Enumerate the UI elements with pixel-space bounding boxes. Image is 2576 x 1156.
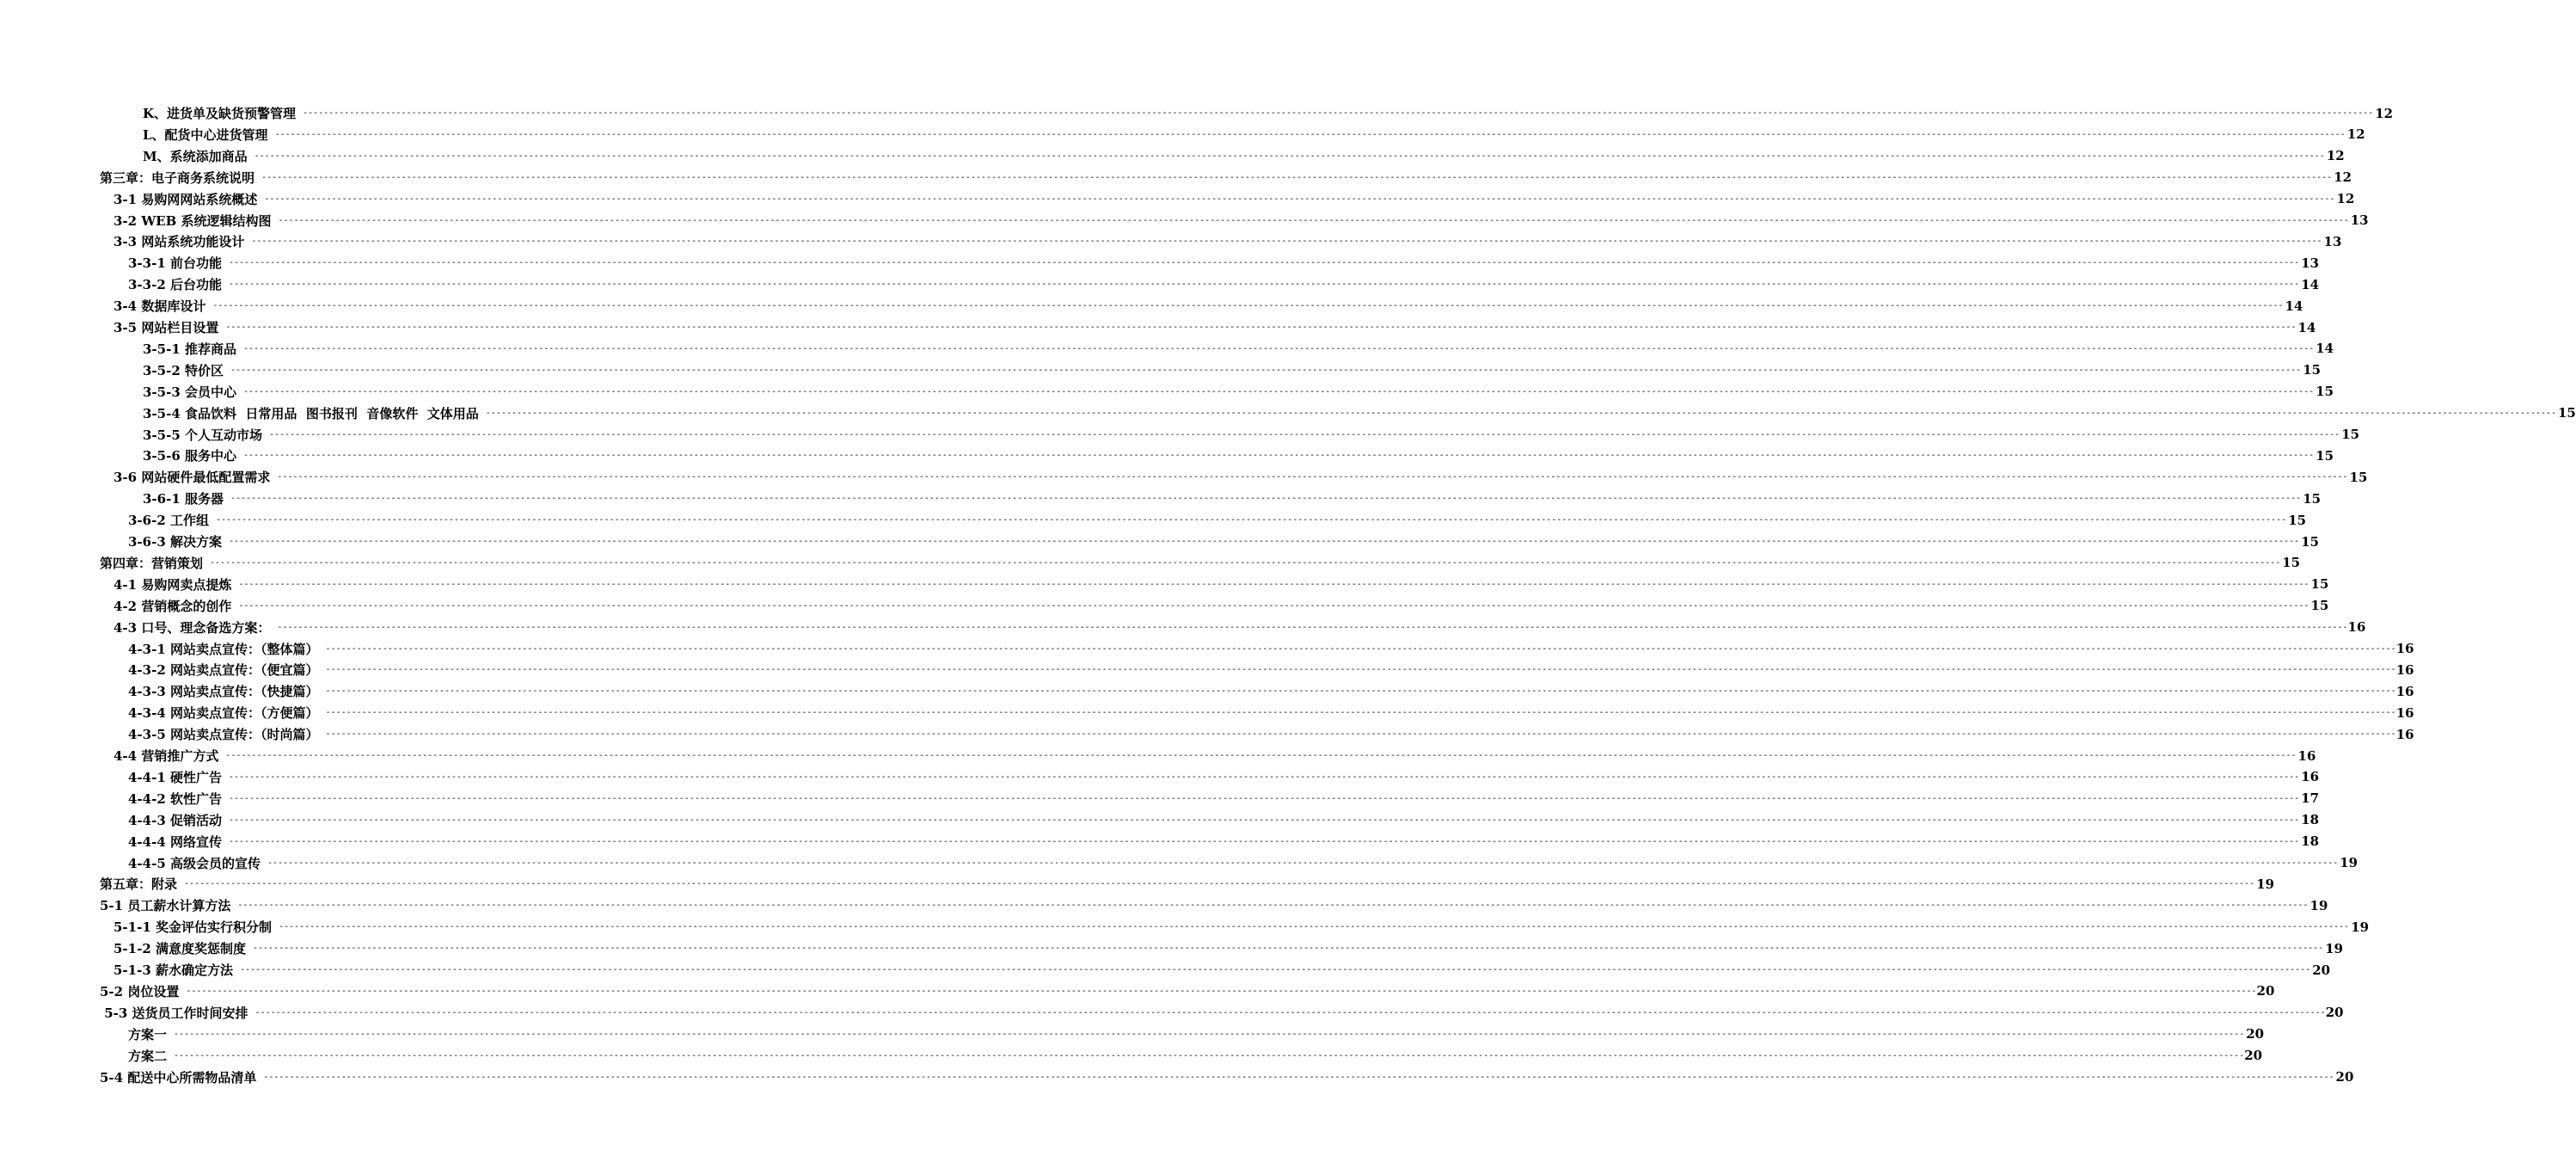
toc-entry-title: 第五章：附录 — [100, 876, 178, 893]
toc-entry[interactable] — [128, 788, 2320, 809]
toc-page-number: 12 — [2334, 169, 2352, 186]
toc-dot-leader: ---------------------------------------------------------------------------------------------------------------------------------------------------------------------------------------------------------------------------------------------------------------------------------------------------------------------------------------------------------------------------------------------------------------- — [253, 944, 2324, 954]
toc-entry[interactable] — [113, 916, 2370, 938]
toc-page-number: 16 — [2347, 619, 2366, 636]
toc-dot-leader: ---------------------------------------------------------------------------------------------------------------------------------------------------------------------------------------------------------------------------------------------------------------------------------------------------------------------------------------------------------------------------------------------------------------- — [229, 772, 2300, 782]
toc-dot-leader: ---------------------------------------------------------------------------------------------------------------------------------------------------------------------------------------------------------------------------------------------------------------------------------------------------------------------------------------------------------------------------------------------------------------- — [186, 986, 2257, 996]
toc-dot-leader: ---------------------------------------------------------------------------------------------------------------------------------------------------------------------------------------------------------------------------------------------------------------------------------------------------------------------------------------------------------------------------------------------------------------- — [229, 815, 2300, 825]
toc-page-number: 18 — [2301, 833, 2320, 850]
toc-entry[interactable] — [128, 252, 2320, 274]
toc-page-number: 14 — [2301, 276, 2320, 292]
toc-entry-title: 4-3-2 网站卖点宣传：（便宜篇） — [128, 662, 319, 679]
toc-page-number: 20 — [2246, 1026, 2265, 1042]
toc-page-number: 15 — [2315, 384, 2334, 400]
toc-dot-leader: ---------------------------------------------------------------------------------------------------------------------------------------------------------------------------------------------------------------------------------------------------------------------------------------------------------------------------------------------------------------------------------------------------------------- — [277, 472, 2348, 483]
toc-page-number: 16 — [2395, 704, 2414, 721]
toc-entry-title: L、配货中心进货管理 — [143, 126, 268, 143]
toc-dot-leader: ---------------------------------------------------------------------------------------------------------------------------------------------------------------------------------------------------------------------------------------------------------------------------------------------------------------------------------------------------------------------------------------------------------------- — [229, 280, 2300, 290]
toc-dot-leader: ---------------------------------------------------------------------------------------------------------------------------------------------------------------------------------------------------------------------------------------------------------------------------------------------------------------------------------------------------------------------------------------------------------------- — [230, 494, 2302, 504]
toc-page-number: 16 — [2297, 747, 2316, 764]
toc-page-number: 16 — [2395, 726, 2414, 742]
toc-entry[interactable] — [143, 381, 2334, 403]
toc-page-number: 20 — [2312, 962, 2331, 978]
toc-dot-leader: ---------------------------------------------------------------------------------------------------------------------------------------------------------------------------------------------------------------------------------------------------------------------------------------------------------------------------------------------------------------------------------------------------------------- — [325, 665, 2396, 675]
toc-entry-title: 4-4-5 高级会员的宣传 — [128, 855, 261, 871]
toc-entry[interactable] — [143, 488, 2321, 509]
toc-entry[interactable] — [143, 424, 2360, 446]
toc-entry[interactable] — [128, 831, 2320, 852]
toc-dot-leader: ---------------------------------------------------------------------------------------------------------------------------------------------------------------------------------------------------------------------------------------------------------------------------------------------------------------------------------------------------------------------------------------------------------------- — [277, 622, 2348, 632]
toc-entry-title: 5-3 送货员工作时间安排 — [100, 1005, 248, 1021]
toc-entry[interactable] — [128, 809, 2320, 831]
toc-entry-title: 5-1 员工薪水计算方法 — [100, 898, 231, 914]
toc-dot-leader: ---------------------------------------------------------------------------------------------------------------------------------------------------------------------------------------------------------------------------------------------------------------------------------------------------------------------------------------------------------------------------------------------------------------- — [303, 108, 2374, 118]
toc-dot-leader: ---------------------------------------------------------------------------------------------------------------------------------------------------------------------------------------------------------------------------------------------------------------------------------------------------------------------------------------------------------------------------------------------------------------- — [243, 343, 2315, 354]
toc-entry[interactable] — [100, 1067, 2354, 1088]
toc-entry[interactable] — [128, 638, 2414, 660]
toc-entry[interactable] — [100, 873, 2275, 895]
toc-dot-leader: ---------------------------------------------------------------------------------------------------------------------------------------------------------------------------------------------------------------------------------------------------------------------------------------------------------------------------------------------------------------------------------------------------------------- — [279, 922, 2350, 932]
toc-entry-title: 3-2 WEB 系统逻辑结构图 — [113, 212, 272, 229]
toc-page-number: 15 — [2282, 555, 2301, 571]
toc-page-number: 19 — [2256, 876, 2275, 892]
toc-page-number: 20 — [2335, 1069, 2354, 1085]
toc-dot-leader: ---------------------------------------------------------------------------------------------------------------------------------------------------------------------------------------------------------------------------------------------------------------------------------------------------------------------------------------------------------------------------------------------------------------- — [267, 858, 2339, 868]
toc-entry[interactable] — [113, 595, 2329, 617]
toc-entry-title: 方案二 — [128, 1048, 168, 1064]
toc-entry-title: 5-2 岗位设置 — [100, 983, 180, 999]
toc-entry[interactable] — [128, 702, 2414, 723]
toc-entry[interactable] — [143, 445, 2334, 466]
toc-dot-leader: ---------------------------------------------------------------------------------------------------------------------------------------------------------------------------------------------------------------------------------------------------------------------------------------------------------------------------------------------------------------------------------------------------------------- — [254, 151, 2325, 161]
toc-page-number: 19 — [2309, 897, 2328, 913]
toc-entry[interactable] — [113, 231, 2342, 252]
toc-dot-leader: ---------------------------------------------------------------------------------------------------------------------------------------------------------------------------------------------------------------------------------------------------------------------------------------------------------------------------------------------------------------------------------------------------------------- — [174, 1050, 2245, 1061]
toc-entry[interactable] — [128, 659, 2414, 680]
toc-dot-leader: ---------------------------------------------------------------------------------------------------------------------------------------------------------------------------------------------------------------------------------------------------------------------------------------------------------------------------------------------------------------------------------------------------------------- — [237, 901, 2309, 911]
toc-page-number: 13 — [2350, 212, 2369, 228]
toc-entry[interactable] — [128, 723, 2414, 745]
toc-entry-title: 4-3-4 网站卖点宣传：（方便篇） — [128, 705, 319, 722]
toc-entry[interactable] — [128, 274, 2320, 295]
toc-dot-leader: ---------------------------------------------------------------------------------------------------------------------------------------------------------------------------------------------------------------------------------------------------------------------------------------------------------------------------------------------------------------------------------------------------------------- — [255, 1007, 2326, 1018]
toc-entry-title: 3-5-4 食品饮料 日常用品 图书报刊 音像软件 文体用品 — [143, 405, 479, 421]
toc-entry[interactable] — [113, 466, 2368, 488]
toc-page-number: 19 — [2351, 919, 2370, 935]
toc-entry-title: 4-4 营销推广方式 — [113, 748, 219, 764]
toc-entry-title: 4-3 口号、理念备选方案： — [113, 619, 271, 636]
toc-page-number: 15 — [2557, 405, 2576, 421]
toc-entry[interactable] — [143, 338, 2334, 360]
toc-entry[interactable] — [143, 403, 2576, 424]
toc-entry-title: 第三章：电子商务系统说明 — [100, 169, 255, 186]
toc-dot-leader: ---------------------------------------------------------------------------------------------------------------------------------------------------------------------------------------------------------------------------------------------------------------------------------------------------------------------------------------------------------------------------------------------------------------- — [278, 215, 2349, 225]
toc-dot-leader: ---------------------------------------------------------------------------------------------------------------------------------------------------------------------------------------------------------------------------------------------------------------------------------------------------------------------------------------------------------------------------------------------------------------- — [243, 451, 2315, 461]
toc-page-number: 19 — [2325, 940, 2344, 956]
toc-entry[interactable] — [113, 188, 2355, 210]
toc-entry[interactable] — [113, 938, 2344, 959]
toc-entry[interactable] — [113, 295, 2303, 317]
toc-entry-title: 3-6-3 解决方案 — [128, 534, 222, 550]
toc-entry[interactable] — [113, 210, 2369, 231]
toc-dot-leader: ---------------------------------------------------------------------------------------------------------------------------------------------------------------------------------------------------------------------------------------------------------------------------------------------------------------------------------------------------------------------------------------------------------------- — [229, 258, 2300, 268]
toc-entry-title: 5-4 配送中心所需物品清单 — [100, 1069, 257, 1085]
toc-page-number: 18 — [2301, 812, 2320, 828]
toc-entry[interactable] — [143, 360, 2321, 381]
toc-entry-title: 方案一 — [128, 1026, 168, 1042]
toc-entry-title: 3-4 数据库设计 — [113, 298, 206, 315]
toc-entry-title: 4-3-5 网站卖点宣传：（时尚篇） — [128, 727, 319, 743]
toc-dot-leader: ---------------------------------------------------------------------------------------------------------------------------------------------------------------------------------------------------------------------------------------------------------------------------------------------------------------------------------------------------------------------------------------------------------------- — [174, 1029, 2245, 1039]
toc-entry-title: 3-3 网站系统功能设计 — [113, 234, 245, 250]
toc-page-number: 15 — [2288, 512, 2307, 528]
toc-entry[interactable] — [128, 531, 2320, 552]
toc-entry-title: 4-4-4 网络宣传 — [128, 833, 222, 850]
toc-dot-leader: ---------------------------------------------------------------------------------------------------------------------------------------------------------------------------------------------------------------------------------------------------------------------------------------------------------------------------------------------------------------------------------------------------------------- — [325, 729, 2396, 740]
toc-dot-leader: ---------------------------------------------------------------------------------------------------------------------------------------------------------------------------------------------------------------------------------------------------------------------------------------------------------------------------------------------------------------------------------------------------------------- — [243, 386, 2315, 397]
toc-entry-title: 4-4-1 硬性广告 — [128, 769, 222, 785]
toc-dot-leader: ---------------------------------------------------------------------------------------------------------------------------------------------------------------------------------------------------------------------------------------------------------------------------------------------------------------------------------------------------------------------------------------------------------------- — [216, 515, 2287, 526]
toc-page-number: 20 — [2256, 983, 2275, 999]
toc-entry[interactable] — [113, 617, 2366, 638]
toc-entry[interactable] — [100, 167, 2352, 188]
toc-page-number: 15 — [2315, 447, 2334, 464]
toc-entry-title: 4-2 营销概念的创作 — [113, 598, 232, 614]
toc-dot-leader: ---------------------------------------------------------------------------------------------------------------------------------------------------------------------------------------------------------------------------------------------------------------------------------------------------------------------------------------------------------------------------------------------------------------- — [229, 537, 2300, 546]
toc-dot-leader: ---------------------------------------------------------------------------------------------------------------------------------------------------------------------------------------------------------------------------------------------------------------------------------------------------------------------------------------------------------------------------------------------------------------- — [251, 237, 2322, 247]
toc-entry[interactable] — [128, 1024, 2265, 1045]
toc-entry-title: 4-1 易购网卖点提炼 — [113, 576, 232, 593]
toc-dot-leader: ---------------------------------------------------------------------------------------------------------------------------------------------------------------------------------------------------------------------------------------------------------------------------------------------------------------------------------------------------------------------------------------------------------------- — [264, 194, 2335, 204]
toc-entry-title: 5-1-1 奖金评估实行积分制 — [113, 919, 272, 936]
toc-entry[interactable] — [128, 1045, 2263, 1067]
toc-page-number: 15 — [2303, 490, 2321, 507]
toc-entry-title: K、进货单及缺货预警管理 — [143, 106, 297, 121]
toc-page-number: 15 — [2310, 598, 2329, 614]
toc-dot-leader: ---------------------------------------------------------------------------------------------------------------------------------------------------------------------------------------------------------------------------------------------------------------------------------------------------------------------------------------------------------------------------------------------------------------- — [184, 879, 2255, 889]
toc-entry-title: 3-5-2 特价区 — [143, 362, 224, 378]
toc-page-number: 13 — [2301, 255, 2320, 271]
toc-entry-title: 3-3-2 后台功能 — [128, 277, 222, 293]
toc-entry-title: 5-1-3 薪水确定方法 — [113, 962, 233, 978]
toc-entry-title: 3-6 网站硬件最低配置需求 — [113, 470, 271, 486]
toc-page-number: 15 — [2341, 427, 2360, 442]
toc-page-number: 14 — [2315, 341, 2334, 357]
toc-page-number: 16 — [2395, 683, 2414, 699]
toc-dot-leader: ---------------------------------------------------------------------------------------------------------------------------------------------------------------------------------------------------------------------------------------------------------------------------------------------------------------------------------------------------------------------------------------------------------------- — [225, 751, 2297, 760]
toc-entry[interactable] — [100, 552, 2301, 574]
toc-entry[interactable] — [100, 981, 2275, 1002]
toc-entry-title: 3-5-3 会员中心 — [143, 384, 236, 400]
toc-dot-leader: ---------------------------------------------------------------------------------------------------------------------------------------------------------------------------------------------------------------------------------------------------------------------------------------------------------------------------------------------------------------------------------------------------------------- — [485, 408, 2556, 418]
toc-entry-title: 3-6-1 服务器 — [143, 491, 224, 507]
toc-entry[interactable] — [113, 317, 2316, 338]
toc-entry[interactable] — [100, 895, 2328, 916]
toc-dot-leader: ---------------------------------------------------------------------------------------------------------------------------------------------------------------------------------------------------------------------------------------------------------------------------------------------------------------------------------------------------------------------------------------------------------------- — [225, 323, 2297, 332]
toc-page-number: 16 — [2301, 769, 2320, 785]
toc-entry-title: 3-5-5 个人互动市场 — [143, 427, 262, 443]
toc-entry[interactable] — [113, 959, 2331, 981]
toc-page-number: 15 — [2310, 576, 2329, 593]
toc-page-number: 20 — [2244, 1048, 2263, 1064]
toc-page-number: 15 — [2303, 362, 2321, 378]
toc-page-number: 19 — [2340, 855, 2358, 870]
toc-dot-leader: ---------------------------------------------------------------------------------------------------------------------------------------------------------------------------------------------------------------------------------------------------------------------------------------------------------------------------------------------------------------------------------------------------------------- — [238, 579, 2309, 589]
toc-entry-title: 4-4-2 软性广告 — [128, 790, 222, 807]
toc-entry[interactable] — [113, 574, 2329, 595]
toc-page-number: 14 — [2297, 319, 2316, 335]
toc-dot-leader: ---------------------------------------------------------------------------------------------------------------------------------------------------------------------------------------------------------------------------------------------------------------------------------------------------------------------------------------------------------------------------------------------------------------- — [325, 643, 2396, 654]
toc-dot-leader: ---------------------------------------------------------------------------------------------------------------------------------------------------------------------------------------------------------------------------------------------------------------------------------------------------------------------------------------------------------------------------------------------------------------- — [274, 129, 2346, 139]
toc-page-number: 15 — [2349, 469, 2368, 485]
toc-page-number: 12 — [2336, 191, 2355, 207]
toc-entry[interactable] — [100, 1002, 2344, 1024]
toc-entry-title: 3-5-1 推荐商品 — [143, 341, 236, 357]
toc-entry[interactable] — [113, 745, 2316, 766]
toc-dot-leader: ---------------------------------------------------------------------------------------------------------------------------------------------------------------------------------------------------------------------------------------------------------------------------------------------------------------------------------------------------------------------------------------------------------------- — [230, 365, 2302, 375]
toc-entry-title: 4-3-3 网站卖点宣传：（快捷篇） — [128, 684, 319, 700]
toc-dot-leader: ---------------------------------------------------------------------------------------------------------------------------------------------------------------------------------------------------------------------------------------------------------------------------------------------------------------------------------------------------------------------------------------------------------------- — [269, 429, 2340, 440]
toc-dot-leader: ---------------------------------------------------------------------------------------------------------------------------------------------------------------------------------------------------------------------------------------------------------------------------------------------------------------------------------------------------------------------------------------------------------------- — [210, 557, 2281, 568]
toc-entry-title: 4-3-1 网站卖点宣传：（整体篇） — [128, 641, 319, 657]
toc-entry[interactable] — [128, 766, 2320, 788]
toc-entry-title: 3-5 网站栏目设置 — [113, 320, 219, 335]
toc-entry[interactable] — [128, 852, 2358, 874]
toc-page-number: 13 — [2323, 233, 2342, 249]
toc-entry-title: 3-5-6 服务中心 — [143, 448, 236, 464]
toc-page-number: 20 — [2325, 1005, 2344, 1021]
toc-entry[interactable] — [128, 509, 2307, 531]
toc-dot-leader: ---------------------------------------------------------------------------------------------------------------------------------------------------------------------------------------------------------------------------------------------------------------------------------------------------------------------------------------------------------------------------------------------------------------- — [263, 1072, 2334, 1082]
toc-dot-leader: ---------------------------------------------------------------------------------------------------------------------------------------------------------------------------------------------------------------------------------------------------------------------------------------------------------------------------------------------------------------------------------------------------------------- — [229, 793, 2300, 803]
toc-entry-title: 第四章：营销策划 — [100, 555, 204, 571]
toc-entry-title: M、系统添加商品 — [143, 148, 248, 164]
toc-dot-leader: ---------------------------------------------------------------------------------------------------------------------------------------------------------------------------------------------------------------------------------------------------------------------------------------------------------------------------------------------------------------------------------------------------------------- — [229, 836, 2300, 846]
toc-entry-title: 3-6-2 工作组 — [128, 513, 209, 529]
toc-entry[interactable] — [143, 102, 2394, 124]
toc-entry[interactable] — [143, 145, 2345, 167]
toc-dot-leader: ---------------------------------------------------------------------------------------------------------------------------------------------------------------------------------------------------------------------------------------------------------------------------------------------------------------------------------------------------------------------------------------------------------------- — [261, 172, 2333, 182]
toc-dot-leader: ---------------------------------------------------------------------------------------------------------------------------------------------------------------------------------------------------------------------------------------------------------------------------------------------------------------------------------------------------------------------------------------------------------------- — [325, 708, 2396, 718]
toc-page-number: 12 — [2375, 105, 2394, 121]
toc-entry-title: 5-1-2 满意度奖惩制度 — [113, 941, 246, 957]
toc-entry-title: 3-1 易购网网站系统概述 — [113, 191, 258, 207]
toc-dot-leader: ---------------------------------------------------------------------------------------------------------------------------------------------------------------------------------------------------------------------------------------------------------------------------------------------------------------------------------------------------------------------------------------------------------------- — [238, 600, 2309, 611]
toc-dot-leader: ---------------------------------------------------------------------------------------------------------------------------------------------------------------------------------------------------------------------------------------------------------------------------------------------------------------------------------------------------------------------------------------------------------------- — [212, 301, 2284, 311]
toc-page-number: 15 — [2301, 533, 2320, 550]
toc-entry[interactable] — [128, 680, 2414, 702]
toc-page-number: 16 — [2395, 661, 2414, 678]
toc-page-number: 12 — [2326, 148, 2345, 164]
toc-page-number: 14 — [2285, 298, 2303, 314]
toc-page-number: 16 — [2395, 641, 2414, 656]
toc-entry-title: 3-3-1 前台功能 — [128, 255, 222, 272]
toc-entry-title: 4-4-3 促销活动 — [128, 812, 222, 828]
toc-dot-leader: ---------------------------------------------------------------------------------------------------------------------------------------------------------------------------------------------------------------------------------------------------------------------------------------------------------------------------------------------------------------------------------------------------------------- — [240, 965, 2311, 975]
toc-dot-leader: ---------------------------------------------------------------------------------------------------------------------------------------------------------------------------------------------------------------------------------------------------------------------------------------------------------------------------------------------------------------------------------------------------------------- — [325, 686, 2396, 697]
toc-page-number: 12 — [2346, 126, 2365, 143]
toc-page-number: 17 — [2301, 790, 2320, 807]
toc-entry[interactable] — [143, 124, 2365, 145]
